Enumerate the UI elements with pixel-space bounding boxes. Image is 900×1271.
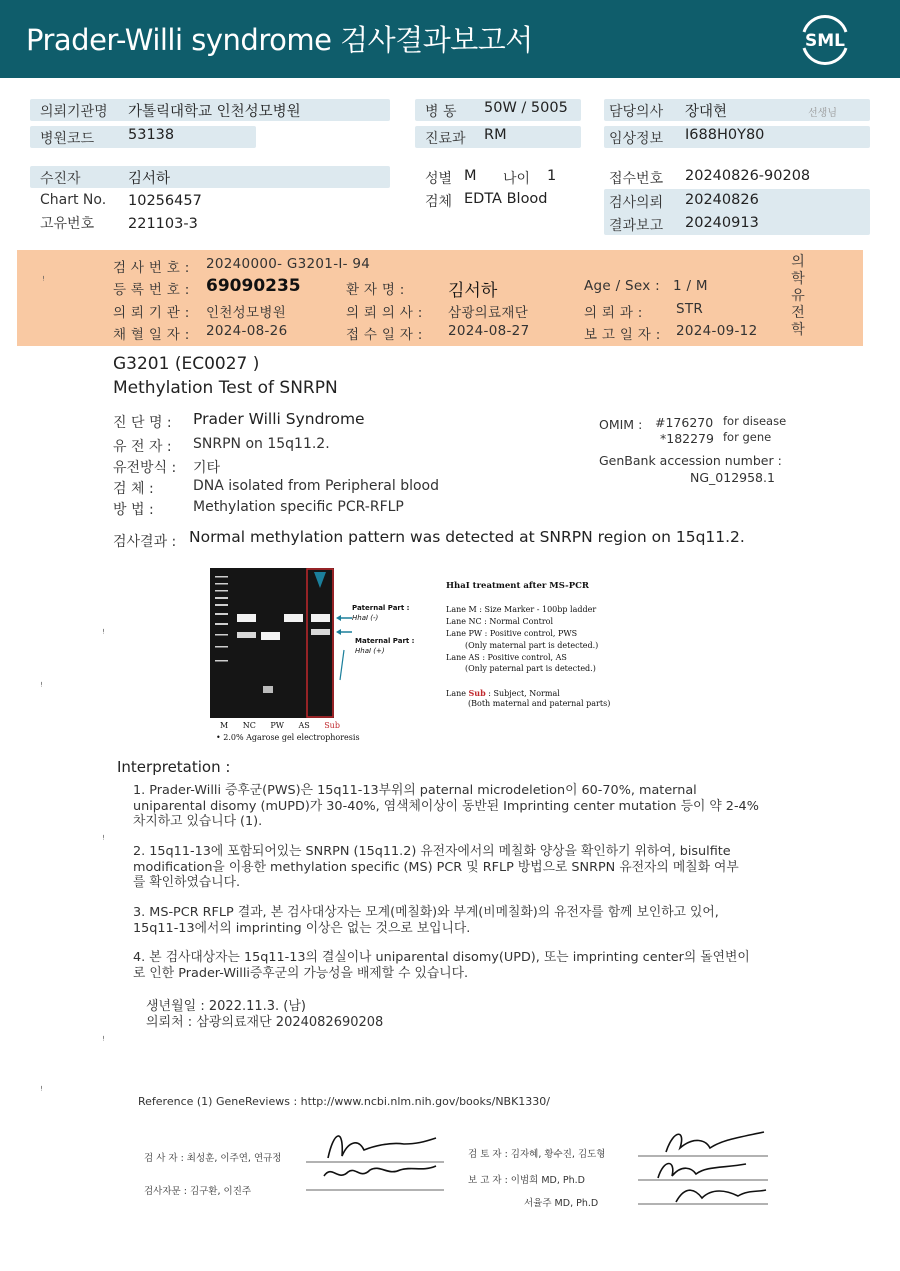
result-value: Normal methylation pattern was detected at SNRPN region on 15q11.2. [189,528,745,546]
maternal-enzyme: HhaI (+) [355,647,385,655]
reviewer-line: 검 토 자 : 김자혜, 황수진, 김도형 [468,1149,606,1160]
doctor-label: 담당의사 [609,104,664,120]
margin-mark: ꜝ [102,1034,105,1047]
specimen-value: EDTA Blood [464,191,548,207]
marker-ladder [215,576,228,662]
lab-report-label: 보 고 일 자 : [584,327,661,343]
unique-value: 221103-3 [128,216,198,232]
lane-label-m: M [220,721,229,730]
lab-institution-value: 인천성모병원 [206,305,287,321]
lab-doctor-value: 삼광의료재단 [448,305,529,321]
lane-label-pw: PW [270,721,284,730]
clinical-value: I688H0Y80 [685,127,765,143]
requester: 의뢰처 : 삼광의료재단 2024082690208 [146,1015,384,1030]
examiner-line: 검 사 자 : 최성훈, 이주연, 연규정 [144,1153,282,1164]
inheritance-label: 유전방식 : [113,460,177,476]
age-label: 나이 [503,171,531,187]
institution-value: 가톨릭대학교 인천성모병원 [128,104,301,120]
legend-sub-lane: Sub [468,688,486,698]
request-value: 20240826 [685,192,759,208]
reviewer-signatures [636,1120,776,1210]
omim-gene-note: for gene [723,430,772,444]
p1-line: uniparental disomy (mUPD)가 30-40%, 염색체이상이 동반된 Imprinting center mutation 등이 약 2-4% [133,798,759,814]
receive-label: 접 수 일 자 : [346,327,423,343]
lane-labels [220,721,340,730]
receive-value: 2024-08-27 [448,323,530,339]
paternal-enzyme: HhaI (-) [352,614,379,622]
test-code: G3201 (EC0027 ) [113,354,260,374]
sub-maternal-band [311,629,330,635]
reporter-line-2: 서율주 MD, Ph.D [524,1198,599,1209]
legend-line: (Only paternal part is detected.) [465,664,596,673]
gene-value: SNRPN on 15q11.2. [193,436,330,452]
pw-band [261,632,280,640]
age-value: 1 [547,168,557,184]
primer-smear [263,686,273,693]
lane-label-nc: NC [242,721,256,730]
report-title: Prader-Willi syndrome 검사결과보고서 [26,23,533,57]
side-char: 학 [791,322,805,338]
p2-line: 를 확인하였습니다. [133,875,241,890]
reporter-line: 보 고 자 : 이범희 MD, Ph.D [468,1175,585,1186]
patient-value: 김서하 [128,171,171,187]
paternal-label: Paternal Part : [352,604,410,612]
omim-disease-note: for disease [723,414,787,428]
request-label: 검사의뢰 [609,195,664,211]
omim-label: OMIM : [599,417,643,432]
method-label: 방 법 : [113,502,154,518]
reg-no-value: 69090235 [206,276,301,296]
inheritance-value: 기타 [193,460,221,476]
lab-side-label [790,254,806,339]
legend-title: HhaI treatment after MS-PCR [446,581,589,591]
side-char: 의 [791,254,805,270]
gene-label: 유 전 자 : [113,439,172,455]
chart-label: Chart No. [40,192,107,208]
method-value: Methylation specific PCR-RFLP [193,499,404,515]
band-arrows [334,600,354,690]
lab-patient-label: 환 자 명 : [346,282,405,298]
report-value: 20240913 [685,215,759,231]
margin-mark: ꜝ [40,1084,43,1097]
genbank-value: NG_012958.1 [690,470,775,485]
p3-line: 15q11-13에서의 imprinting 이상은 없는 것으로 보입니다. [133,920,471,936]
birth-date: 생년월일 : 2022.11.3. (남) [146,999,307,1014]
ward-label: 병 동 [425,104,457,120]
hospital-code-label: 병원코드 [40,131,95,147]
report-label: 결과보고 [609,218,664,234]
margin-mark: ꜝ [102,833,105,846]
gel-image [210,568,334,718]
advisor-line: 검사자문 : 김구환, 이진주 [144,1186,252,1197]
maternal-label: Maternal Part : [355,637,415,645]
dept-label: 진료과 [425,131,466,147]
reg-no-label: 등 록 번 호 : [113,282,190,298]
interpretation-paragraph-3 [133,905,719,936]
logo-text: SML [805,31,845,51]
margin-mark: ꜝ [40,680,43,693]
legend-line: Lane PW : Positive control, PWS [446,629,578,638]
nc-maternal-band [237,632,256,638]
p1-line: 1. Prader-Willi 증후군(PWS)은 15q11-13부위의 paternal microdeletion이 60-70%, maternal [133,783,697,798]
lane-label-as: AS [298,721,310,730]
legend-sub-line [446,688,560,698]
doctor-value: 장대현 [685,104,728,120]
lab-dept-value: STR [676,301,704,317]
interpretation-paragraph-2 [133,844,739,891]
specimen-value-2: DNA isolated from Peripheral blood [193,478,440,494]
p4-line: 로 인한 Prader-Willi증후군의 가능성을 배제할 수 있습니다. [133,965,469,981]
legend-line: Lane M : Size Marker - 100bp ladder [446,605,597,614]
result-label: 검사결과 : [113,534,177,550]
ward-value: 50W / 5005 [484,100,568,116]
lab-dept-label: 의 뢰 과 : [584,305,643,321]
gel-footnote: • 2.0% Agarose gel electrophoresis [216,733,360,742]
sub-paternal-band [311,614,330,622]
receipt-label: 접수번호 [609,171,664,187]
interpretation-title: Interpretation : [117,758,231,776]
lab-doctor-label: 의 뢰 의 사 : [346,305,423,321]
lab-report-value: 2024-09-12 [676,323,758,339]
receipt-value: 20240826-90208 [685,168,811,184]
sml-logo [796,12,854,66]
institution-label: 의뢰기관명 [40,104,108,120]
sub-down-arrow [314,572,326,588]
omim-gene: *182279 [660,431,714,446]
subject-lane-box [307,569,333,717]
legend-sub-text: : Subject, Normal [488,689,560,698]
dept-value: RM [484,127,507,143]
side-char: 학 [791,271,805,287]
collect-label: 채 혈 일 자 : [113,327,190,343]
interpretation-paragraph-1 [133,783,759,830]
sex-label: 성별 [425,171,453,187]
lab-institution-label: 의 뢰 기 관 : [113,305,190,321]
chart-value: 10256457 [128,193,202,209]
legend-line: (Only maternal part is detected.) [465,641,599,650]
genbank-label: GenBank accession number : [599,453,782,468]
legend-sub-prefix: Lane [446,689,466,698]
p1-line: 차지하고 있습니다 (1). [133,814,263,829]
hospital-code-value: 53138 [128,127,175,143]
unique-label: 고유번호 [40,216,95,232]
margin-mark: ꜝ [102,627,105,640]
patient-label: 수진자 [40,171,81,187]
legend-line: Lane AS : Positive control, AS [446,653,567,662]
doctor-suffix: 선생님 [808,108,837,119]
side-char: 유 [791,288,805,304]
p4-line: 4. 본 검사대상자는 15q11-13의 결실이나 uniparental disomy(UPD), 또는 imprinting center의 돌연변이 [133,950,750,965]
omim-disease: #176270 [655,415,714,430]
specimen-label: 검체 [425,194,453,210]
age-sex-label: Age / Sex : [584,278,661,294]
nc-paternal-band [237,614,256,622]
margin-mark: ꜝ [42,274,45,287]
age-sex-value: 1 / M [673,278,708,294]
test-no-label: 검 사 번 호 : [113,260,190,276]
side-char: 전 [791,305,805,321]
lab-patient-value: 김서하 [448,281,498,301]
examiner-signatures [304,1120,454,1200]
diagnosis-value: Prader Willi Syndrome [193,410,365,428]
legend-line: Lane NC : Normal Control [446,617,554,626]
p2-line: 2. 15q11-13에 포함되어있는 SNRPN (15q11.2) 유전자에서의 메칠화 양상을 확인하기 위하여, bisulfite [133,844,731,859]
p3-line: 3. MS-PCR RFLP 결과, 본 검사대상자는 모계(메칠화)와 부계(비메칠화)의 유전자를 함께 보인하고 있어, [133,905,719,920]
legend-sub-note: (Both maternal and paternal parts) [468,699,611,708]
patient-row-bg [30,166,390,188]
diagnosis-label: 진 단 명 : [113,415,172,431]
test-no-value: 20240000- G3201-I- 94 [206,256,371,272]
as-band [284,614,303,622]
test-name: Methylation Test of SNRPN [113,378,338,398]
lane-label-sub: Sub [324,721,340,730]
collect-value: 2024-08-26 [206,323,288,339]
reference: Reference (1) GeneReviews : http://www.ncbi.nlm.nih.gov/books/NBK1330/ [138,1095,551,1108]
specimen-label-2: 검 체 : [113,481,154,497]
clinical-label: 임상정보 [609,131,664,147]
p2-line: modification을 이용한 methylation specific (MS) PCR 및 RFLP 방법으로 SNRPN 유전자의 메칠화 여부 [133,859,739,875]
interpretation-paragraph-4 [133,950,750,981]
sex-value: M [464,168,477,184]
